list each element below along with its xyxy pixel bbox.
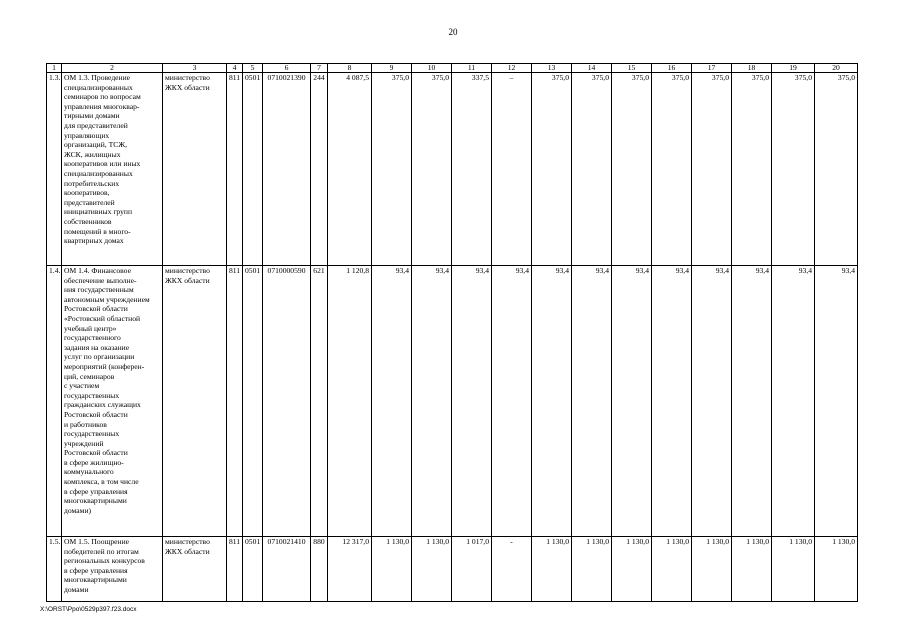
column-header-1: 1 — [47, 64, 62, 73]
target-article-code: 0710000590 — [263, 266, 311, 537]
column-header-18: 18 — [732, 64, 772, 73]
year-amount: 375,0 — [772, 73, 815, 266]
target-article-code: 0710021390 — [263, 73, 311, 266]
column-header-10: 10 — [412, 64, 452, 73]
year-amount: 375,0 — [412, 73, 452, 266]
year-amount: 93,4 — [452, 266, 492, 537]
measure-description: ОМ 1.3. Проведение специализированных семинаров по вопросам управления многоквар- тирными домами для представителей управляющих организаций, ТСЖ, ЖСК, жилищных кооперативов или иных специализированных потребительских кооперативов, представителей инициативных групп собственников помещений в много- квартирных домах — [62, 73, 163, 266]
year-amount: 1 130,0 — [732, 537, 772, 602]
row-number: 1.3. — [47, 73, 62, 266]
column-header-12: 12 — [492, 64, 532, 73]
year-amount: 1 130,0 — [372, 537, 412, 602]
year-amount: 93,4 — [652, 266, 692, 537]
table-row — [47, 537, 858, 602]
column-header-11: 11 — [452, 64, 492, 73]
year-amount: 1 130,0 — [815, 537, 858, 602]
column-header-3: 3 — [163, 64, 227, 73]
year-amount: 1 017,0 — [452, 537, 492, 602]
column-header-13: 13 — [532, 64, 572, 73]
target-article-code: 0710021410 — [263, 537, 311, 602]
year-amount: 93,4 — [572, 266, 612, 537]
total-amount: 4 087,5 — [328, 73, 372, 266]
executor-cell: министерство ЖКХ области — [163, 537, 227, 602]
column-header-7: 7 — [311, 64, 328, 73]
row-number: 1.4. — [47, 266, 62, 537]
column-number-row — [47, 64, 858, 73]
column-header-2: 2 — [62, 64, 163, 73]
year-amount: 93,4 — [372, 266, 412, 537]
year-amount: 1 130,0 — [652, 537, 692, 602]
year-amount: 93,4 — [492, 266, 532, 537]
file-path-footer: X:\ORST\Ppo\0529p397.f23.docx — [40, 606, 137, 613]
column-header-4: 4 — [227, 64, 243, 73]
year-amount: 1 130,0 — [612, 537, 652, 602]
section-code: 0501 — [243, 73, 263, 266]
year-amount: 375,0 — [732, 73, 772, 266]
column-header-6: 6 — [263, 64, 311, 73]
year-amount: 93,4 — [815, 266, 858, 537]
column-header-20: 20 — [815, 64, 858, 73]
year-amount: 1 130,0 — [772, 537, 815, 602]
total-amount: 1 120,8 — [328, 266, 372, 537]
year-amount: 375,0 — [815, 73, 858, 266]
table-row — [47, 73, 858, 266]
executor-cell: министерство ЖКХ области — [163, 266, 227, 537]
year-amount: 93,4 — [612, 266, 652, 537]
executor-cell: министерство ЖКХ области — [163, 73, 227, 266]
column-header-16: 16 — [652, 64, 692, 73]
year-amount: 1 130,0 — [572, 537, 612, 602]
year-amount: – — [492, 73, 532, 266]
measure-description: ОМ 1.4. Финансовое обеспечение выполне- ния государственным автономным учреждением Ростовской области «Ростовский областной учебный центр» государственного задания на оказание услуг по организации мероприятий (конферен- ций, семинаров с участием государственных гражданских служащих Ростовской области и работников государственных учреждений Ростовской области в сфере жилищно- коммунального комплекса, в том числе в сфере управления многоквартирными домами) — [62, 266, 163, 537]
year-amount: 1 130,0 — [412, 537, 452, 602]
expense-type-code: 880 — [311, 537, 328, 602]
section-code: 0501 — [243, 537, 263, 602]
year-amount: 93,4 — [732, 266, 772, 537]
year-amount: 337,5 — [452, 73, 492, 266]
year-amount: 375,0 — [612, 73, 652, 266]
column-header-17: 17 — [692, 64, 732, 73]
year-amount: 93,4 — [412, 266, 452, 537]
year-amount: 93,4 — [532, 266, 572, 537]
column-header-9: 9 — [372, 64, 412, 73]
column-header-8: 8 — [328, 64, 372, 73]
grbs-code: 811 — [227, 266, 243, 537]
budget-table — [46, 63, 858, 602]
expense-type-code: 244 — [311, 73, 328, 266]
year-amount: 1 130,0 — [692, 537, 732, 602]
year-amount: 375,0 — [572, 73, 612, 266]
section-code: 0501 — [243, 266, 263, 537]
table-row — [47, 266, 858, 537]
year-amount: 375,0 — [372, 73, 412, 266]
column-header-14: 14 — [572, 64, 612, 73]
row-number: 1.5. — [47, 537, 62, 602]
year-amount: 1 130,0 — [532, 537, 572, 602]
page-number: 20 — [448, 27, 458, 37]
year-amount: 93,4 — [772, 266, 815, 537]
column-header-19: 19 — [772, 64, 815, 73]
year-amount: 375,0 — [692, 73, 732, 266]
year-amount: 93,4 — [692, 266, 732, 537]
measure-description: ОМ 1.5. Поощрение победителей по итогам региональных конкурсов в сфере управления многоквартирными домами — [62, 537, 163, 602]
column-header-15: 15 — [612, 64, 652, 73]
grbs-code: 811 — [227, 537, 243, 602]
year-amount: - — [492, 537, 532, 602]
expense-type-code: 621 — [311, 266, 328, 537]
year-amount: 375,0 — [652, 73, 692, 266]
year-amount: 375,0 — [532, 73, 572, 266]
total-amount: 12 317,0 — [328, 537, 372, 602]
column-header-5: 5 — [243, 64, 263, 73]
grbs-code: 811 — [227, 73, 243, 266]
